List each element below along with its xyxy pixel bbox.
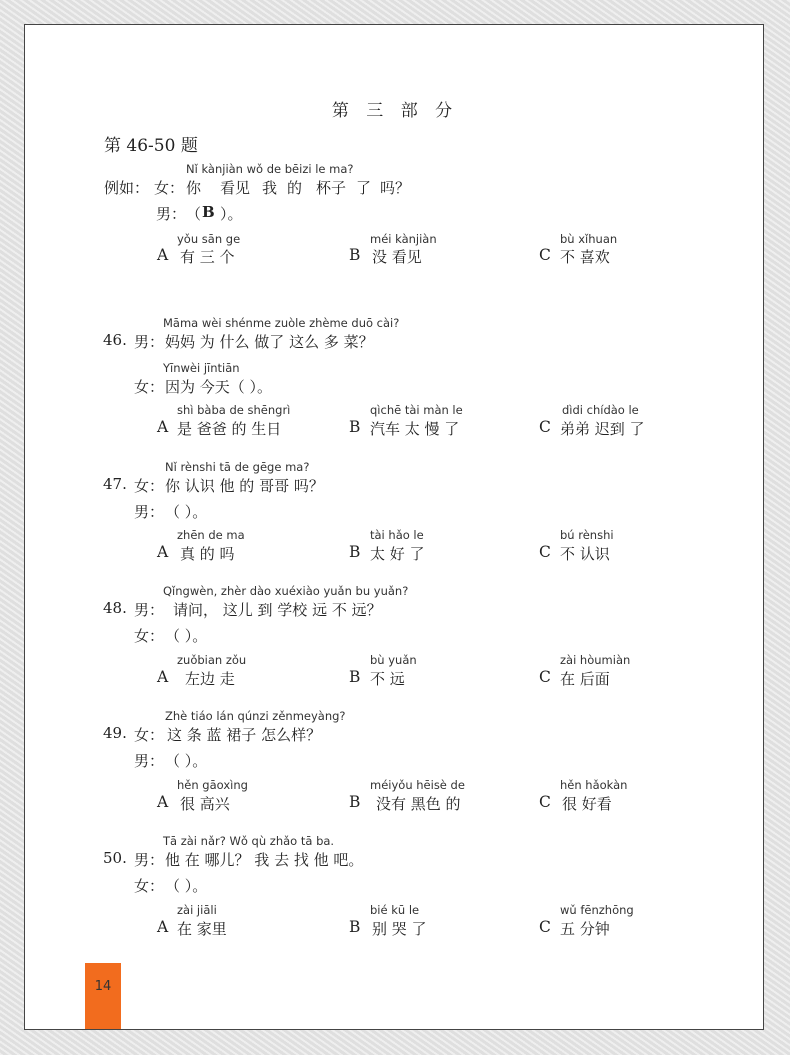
question-text: 妈妈 为 什么 做了 这么 多 菜？ xyxy=(165,333,374,351)
option-letter: C xyxy=(539,668,551,686)
example-answer-close: ）。 xyxy=(220,205,243,223)
option-pinyin: hěn hǎokàn xyxy=(560,778,628,792)
example-word: 看见 xyxy=(220,179,251,197)
reply-text: 因为 今天（ ）。 xyxy=(165,378,273,396)
option-pinyin: qìchē tài màn le xyxy=(370,403,463,417)
option-text: 没 看见 xyxy=(372,248,422,266)
option-letter: A xyxy=(157,918,169,936)
example-word: 我 xyxy=(262,179,278,197)
example-speaker-2: 男： xyxy=(156,205,187,223)
question-pinyin: Zhè tiáo lán qúnzi zěnmeyàng? xyxy=(165,709,346,723)
option-text: 有 三 个 xyxy=(180,248,235,266)
example-word: 杯子 xyxy=(316,179,347,197)
question-speaker: 男： xyxy=(134,601,165,619)
question-text: 请问， 这儿 到 学校 远 不 远？ xyxy=(173,601,382,619)
question-number: 48. xyxy=(103,599,127,617)
option-pinyin: zài hòumiàn xyxy=(560,653,631,667)
example-word: 的 xyxy=(287,179,303,197)
question-pinyin: Nǐ rènshi tā de gēge ma? xyxy=(165,460,310,474)
example-speaker-1: 女： xyxy=(154,179,185,197)
option-pinyin: tài hǎo le xyxy=(370,528,424,542)
option-letter: B xyxy=(349,668,361,686)
example-answer: B xyxy=(202,203,215,221)
example-pinyin: Nǐ kànjiàn wǒ de bēizi le ma? xyxy=(186,162,354,176)
reply-speaker: 女： xyxy=(134,378,165,396)
option-text: 左边 走 xyxy=(185,670,235,688)
option-pinyin: yǒu sān ge xyxy=(177,232,241,246)
option-pinyin: dìdi chídào le xyxy=(562,403,639,417)
option-text: 没有 黑色 的 xyxy=(376,795,461,813)
question-text: 你 认识 他 的 哥哥 吗？ xyxy=(165,477,324,495)
option-text: 是 爸爸 的 生日 xyxy=(177,420,282,438)
reply-text: （ ）。 xyxy=(165,752,208,770)
option-text: 在 家里 xyxy=(177,920,227,938)
option-letter: A xyxy=(157,543,169,561)
option-text: 汽车 太 慢 了 xyxy=(370,420,460,438)
option-pinyin: zuǒbian zǒu xyxy=(177,653,247,667)
option-text: 太 好 了 xyxy=(370,545,425,563)
option-pinyin: bù xǐhuan xyxy=(560,232,618,246)
option-text: 很 好看 xyxy=(562,795,612,813)
example-label: 例如： xyxy=(104,179,150,197)
option-pinyin: méiyǒu hēisè de xyxy=(370,778,465,792)
example-word: 了 xyxy=(356,179,372,197)
example-word: 吗？ xyxy=(380,179,411,197)
option-pinyin: méi kànjiàn xyxy=(370,232,437,246)
section-title: 第 三 部 分 xyxy=(331,101,459,121)
example-word: 你 xyxy=(186,179,202,197)
question-text: 这 条 蓝 裙子 怎么样？ xyxy=(167,726,322,744)
question-range-title: 第 46-50 题 xyxy=(104,136,198,156)
option-letter: A xyxy=(157,418,169,436)
option-letter: B xyxy=(349,418,361,436)
question-pinyin: Qǐngwèn, zhèr dào xuéxiào yuǎn bu yuǎn? xyxy=(163,584,409,598)
option-pinyin: zài jiāli xyxy=(177,903,217,917)
option-letter: A xyxy=(157,246,169,264)
question-speaker: 男： xyxy=(134,333,165,351)
option-text: 很 高兴 xyxy=(180,795,230,813)
question-number: 50. xyxy=(103,849,127,867)
option-text: 不 喜欢 xyxy=(560,248,610,266)
option-pinyin: zhēn de ma xyxy=(177,528,245,542)
option-text: 五 分钟 xyxy=(560,920,610,938)
question-speaker: 女： xyxy=(134,726,165,744)
option-letter: C xyxy=(539,246,551,264)
reply-pinyin: Yīnwèi jīntiān xyxy=(163,361,240,375)
question-text: 他 在 哪儿？ 我 去 找 他 吧。 xyxy=(165,851,364,869)
option-text: 别 哭 了 xyxy=(372,920,427,938)
question-speaker: 男： xyxy=(134,851,165,869)
option-pinyin: bié kū le xyxy=(370,903,420,917)
option-text: 不 认识 xyxy=(560,545,610,563)
option-text: 弟弟 迟到 了 xyxy=(560,420,645,438)
option-pinyin: bú rènshi xyxy=(560,528,614,542)
option-letter: A xyxy=(157,793,169,811)
option-text: 不 远 xyxy=(370,670,405,688)
reply-speaker: 男： xyxy=(134,503,165,521)
option-text: 在 后面 xyxy=(560,670,610,688)
option-pinyin: bù yuǎn xyxy=(370,653,417,667)
reply-text: （ ）。 xyxy=(165,627,208,645)
reply-speaker: 男： xyxy=(134,752,165,770)
reply-text: （ ）。 xyxy=(165,877,208,895)
option-letter: A xyxy=(157,668,169,686)
option-text: 真 的 吗 xyxy=(180,545,235,563)
question-number: 46. xyxy=(103,331,127,349)
option-letter: B xyxy=(349,543,361,561)
reply-speaker: 女： xyxy=(134,627,165,645)
question-pinyin: Māma wèi shénme zuòle zhème duō cài? xyxy=(163,316,400,330)
reply-text: （ ）。 xyxy=(165,503,208,521)
reply-speaker: 女： xyxy=(134,877,165,895)
option-letter: B xyxy=(349,793,361,811)
example-answer-open: （ xyxy=(186,205,202,223)
option-pinyin: wǔ fēnzhōng xyxy=(560,903,634,917)
question-number: 49. xyxy=(103,724,127,742)
option-letter: B xyxy=(349,918,361,936)
option-letter: C xyxy=(539,543,551,561)
option-pinyin: hěn gāoxìng xyxy=(177,778,248,792)
option-letter: B xyxy=(349,246,361,264)
question-speaker: 女： xyxy=(134,477,165,495)
option-letter: C xyxy=(539,793,551,811)
option-letter: C xyxy=(539,918,551,936)
option-letter: C xyxy=(539,418,551,436)
question-number: 47. xyxy=(103,475,127,493)
page-number-badge: 14 xyxy=(85,963,121,1029)
option-pinyin: shì bàba de shēngrì xyxy=(177,403,291,417)
question-pinyin: Tā zài nǎr? Wǒ qù zhǎo tā ba. xyxy=(163,834,335,848)
